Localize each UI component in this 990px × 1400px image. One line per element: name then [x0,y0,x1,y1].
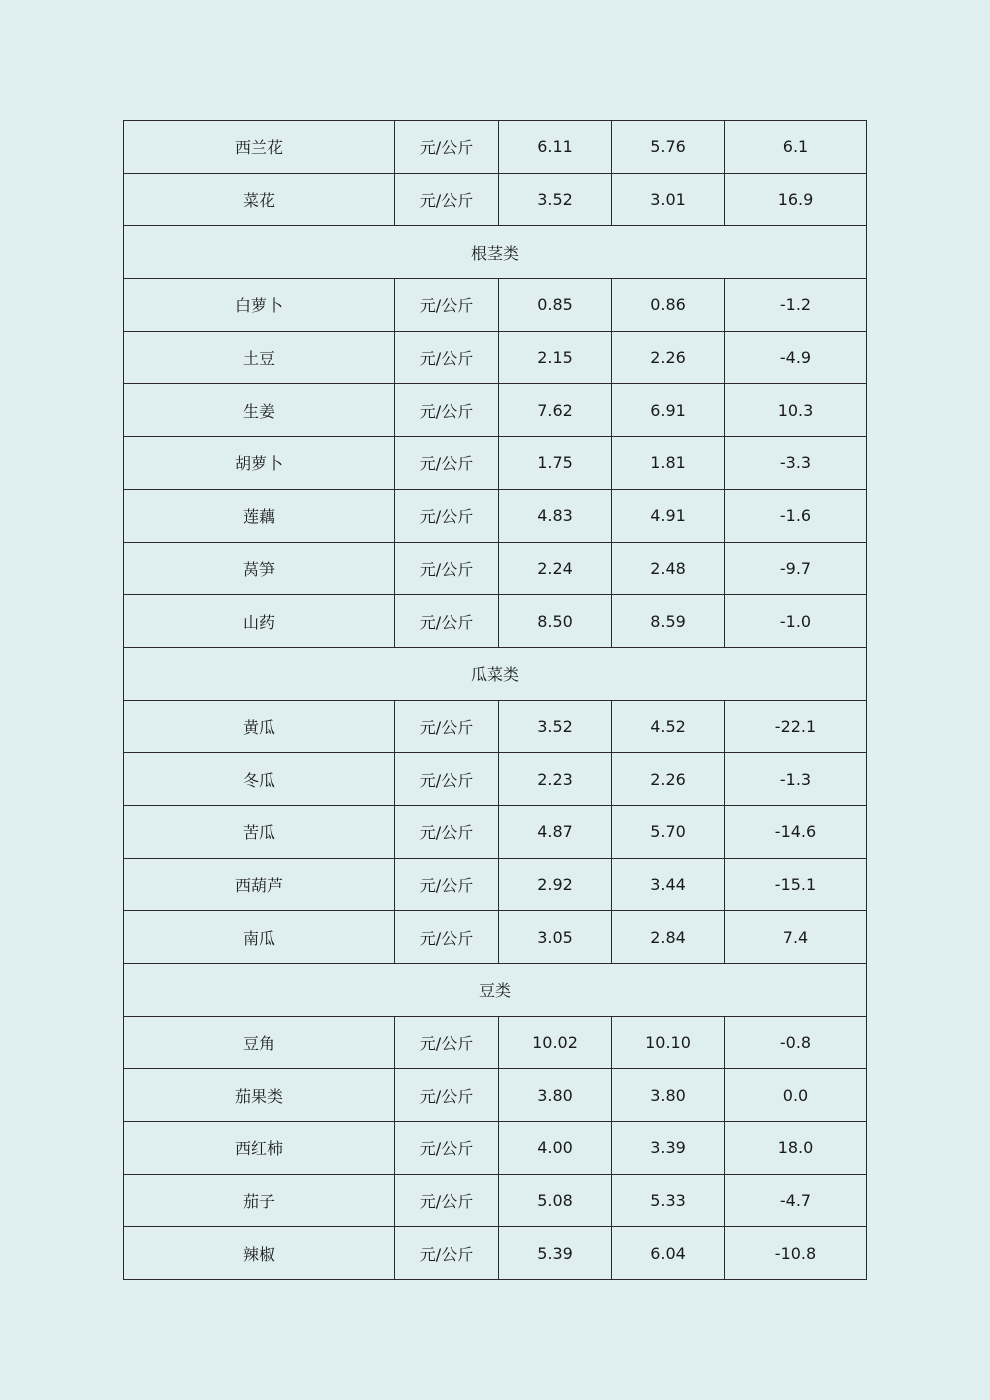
category-label: 豆类 [124,964,867,1017]
unit-cell: 元/公斤 [395,1016,499,1069]
unit-cell: 元/公斤 [395,331,499,384]
item-name-cell: 西兰花 [124,121,395,174]
price-previous-cell: 2.26 [612,753,725,806]
price-previous-cell: 2.48 [612,542,725,595]
change-percent-cell: 18.0 [725,1122,867,1175]
price-current-cell: 4.83 [499,489,612,542]
category-label: 瓜菜类 [124,647,867,700]
table-row [124,1227,867,1280]
unit-cell: 元/公斤 [395,542,499,595]
item-name-cell: 辣椒 [124,1227,395,1280]
change-percent-cell: -4.7 [725,1174,867,1227]
item-name-cell: 胡萝卜 [124,437,395,490]
table-row [124,1174,867,1227]
price-current-cell: 2.23 [499,753,612,806]
item-name-cell: 冬瓜 [124,753,395,806]
category-header-row [124,964,867,1017]
price-previous-cell: 3.44 [612,858,725,911]
table-row [124,437,867,490]
price-previous-cell: 8.59 [612,595,725,648]
table-row [124,1069,867,1122]
table-row [124,1016,867,1069]
change-percent-cell: -1.6 [725,489,867,542]
price-current-cell: 4.00 [499,1122,612,1175]
change-percent-cell: -1.3 [725,753,867,806]
price-previous-cell: 3.39 [612,1122,725,1175]
table-row [124,279,867,332]
change-percent-cell: 0.0 [725,1069,867,1122]
price-current-cell: 3.52 [499,173,612,226]
item-name-cell: 莲藕 [124,489,395,542]
table-row [124,700,867,753]
change-percent-cell: -14.6 [725,805,867,858]
item-name-cell: 生姜 [124,384,395,437]
price-previous-cell: 10.10 [612,1016,725,1069]
price-current-cell: 7.62 [499,384,612,437]
price-previous-cell: 4.91 [612,489,725,542]
unit-cell: 元/公斤 [395,437,499,490]
change-percent-cell: 6.1 [725,121,867,174]
change-percent-cell: -0.8 [725,1016,867,1069]
price-previous-cell: 5.76 [612,121,725,174]
unit-cell: 元/公斤 [395,173,499,226]
item-name-cell: 西葫芦 [124,858,395,911]
price-current-cell: 4.87 [499,805,612,858]
table-row [124,542,867,595]
table-row [124,858,867,911]
category-header-row [124,226,867,279]
table-row [124,173,867,226]
change-percent-cell: -22.1 [725,700,867,753]
change-percent-cell: -1.2 [725,279,867,332]
price-current-cell: 2.92 [499,858,612,911]
table-row [124,805,867,858]
item-name-cell: 菜花 [124,173,395,226]
change-percent-cell: -9.7 [725,542,867,595]
item-name-cell: 南瓜 [124,911,395,964]
item-name-cell: 山药 [124,595,395,648]
table-row [124,384,867,437]
price-current-cell: 6.11 [499,121,612,174]
category-label: 根茎类 [124,226,867,279]
vegetable-price-table [123,120,867,1280]
unit-cell: 元/公斤 [395,700,499,753]
table-body [124,121,867,1280]
price-previous-cell: 6.04 [612,1227,725,1280]
table-row [124,489,867,542]
item-name-cell: 豆角 [124,1016,395,1069]
price-current-cell: 8.50 [499,595,612,648]
unit-cell: 元/公斤 [395,1122,499,1175]
item-name-cell: 莴笋 [124,542,395,595]
item-name-cell: 西红柿 [124,1122,395,1175]
unit-cell: 元/公斤 [395,805,499,858]
unit-cell: 元/公斤 [395,384,499,437]
unit-cell: 元/公斤 [395,1227,499,1280]
change-percent-cell: -15.1 [725,858,867,911]
price-previous-cell: 5.70 [612,805,725,858]
price-previous-cell: 6.91 [612,384,725,437]
price-current-cell: 2.15 [499,331,612,384]
table-row [124,121,867,174]
price-current-cell: 3.80 [499,1069,612,1122]
table-row [124,911,867,964]
price-previous-cell: 4.52 [612,700,725,753]
table-row [124,1122,867,1175]
change-percent-cell: -4.9 [725,331,867,384]
change-percent-cell: -10.8 [725,1227,867,1280]
table-row [124,595,867,648]
table-row [124,331,867,384]
change-percent-cell: 10.3 [725,384,867,437]
change-percent-cell: 16.9 [725,173,867,226]
price-previous-cell: 3.80 [612,1069,725,1122]
price-current-cell: 3.52 [499,700,612,753]
table-row [124,753,867,806]
unit-cell: 元/公斤 [395,858,499,911]
item-name-cell: 白萝卜 [124,279,395,332]
change-percent-cell: 7.4 [725,911,867,964]
unit-cell: 元/公斤 [395,595,499,648]
price-current-cell: 3.05 [499,911,612,964]
price-previous-cell: 2.26 [612,331,725,384]
price-previous-cell: 0.86 [612,279,725,332]
price-previous-cell: 2.84 [612,911,725,964]
item-name-cell: 土豆 [124,331,395,384]
unit-cell: 元/公斤 [395,279,499,332]
price-previous-cell: 5.33 [612,1174,725,1227]
unit-cell: 元/公斤 [395,1069,499,1122]
price-current-cell: 5.08 [499,1174,612,1227]
price-current-cell: 2.24 [499,542,612,595]
price-current-cell: 0.85 [499,279,612,332]
unit-cell: 元/公斤 [395,1174,499,1227]
item-name-cell: 黄瓜 [124,700,395,753]
change-percent-cell: -1.0 [725,595,867,648]
price-current-cell: 1.75 [499,437,612,490]
price-previous-cell: 3.01 [612,173,725,226]
price-current-cell: 5.39 [499,1227,612,1280]
unit-cell: 元/公斤 [395,121,499,174]
item-name-cell: 茄子 [124,1174,395,1227]
category-header-row [124,647,867,700]
unit-cell: 元/公斤 [395,911,499,964]
item-name-cell: 苦瓜 [124,805,395,858]
unit-cell: 元/公斤 [395,753,499,806]
item-name-cell: 茄果类 [124,1069,395,1122]
unit-cell: 元/公斤 [395,489,499,542]
price-previous-cell: 1.81 [612,437,725,490]
price-current-cell: 10.02 [499,1016,612,1069]
change-percent-cell: -3.3 [725,437,867,490]
